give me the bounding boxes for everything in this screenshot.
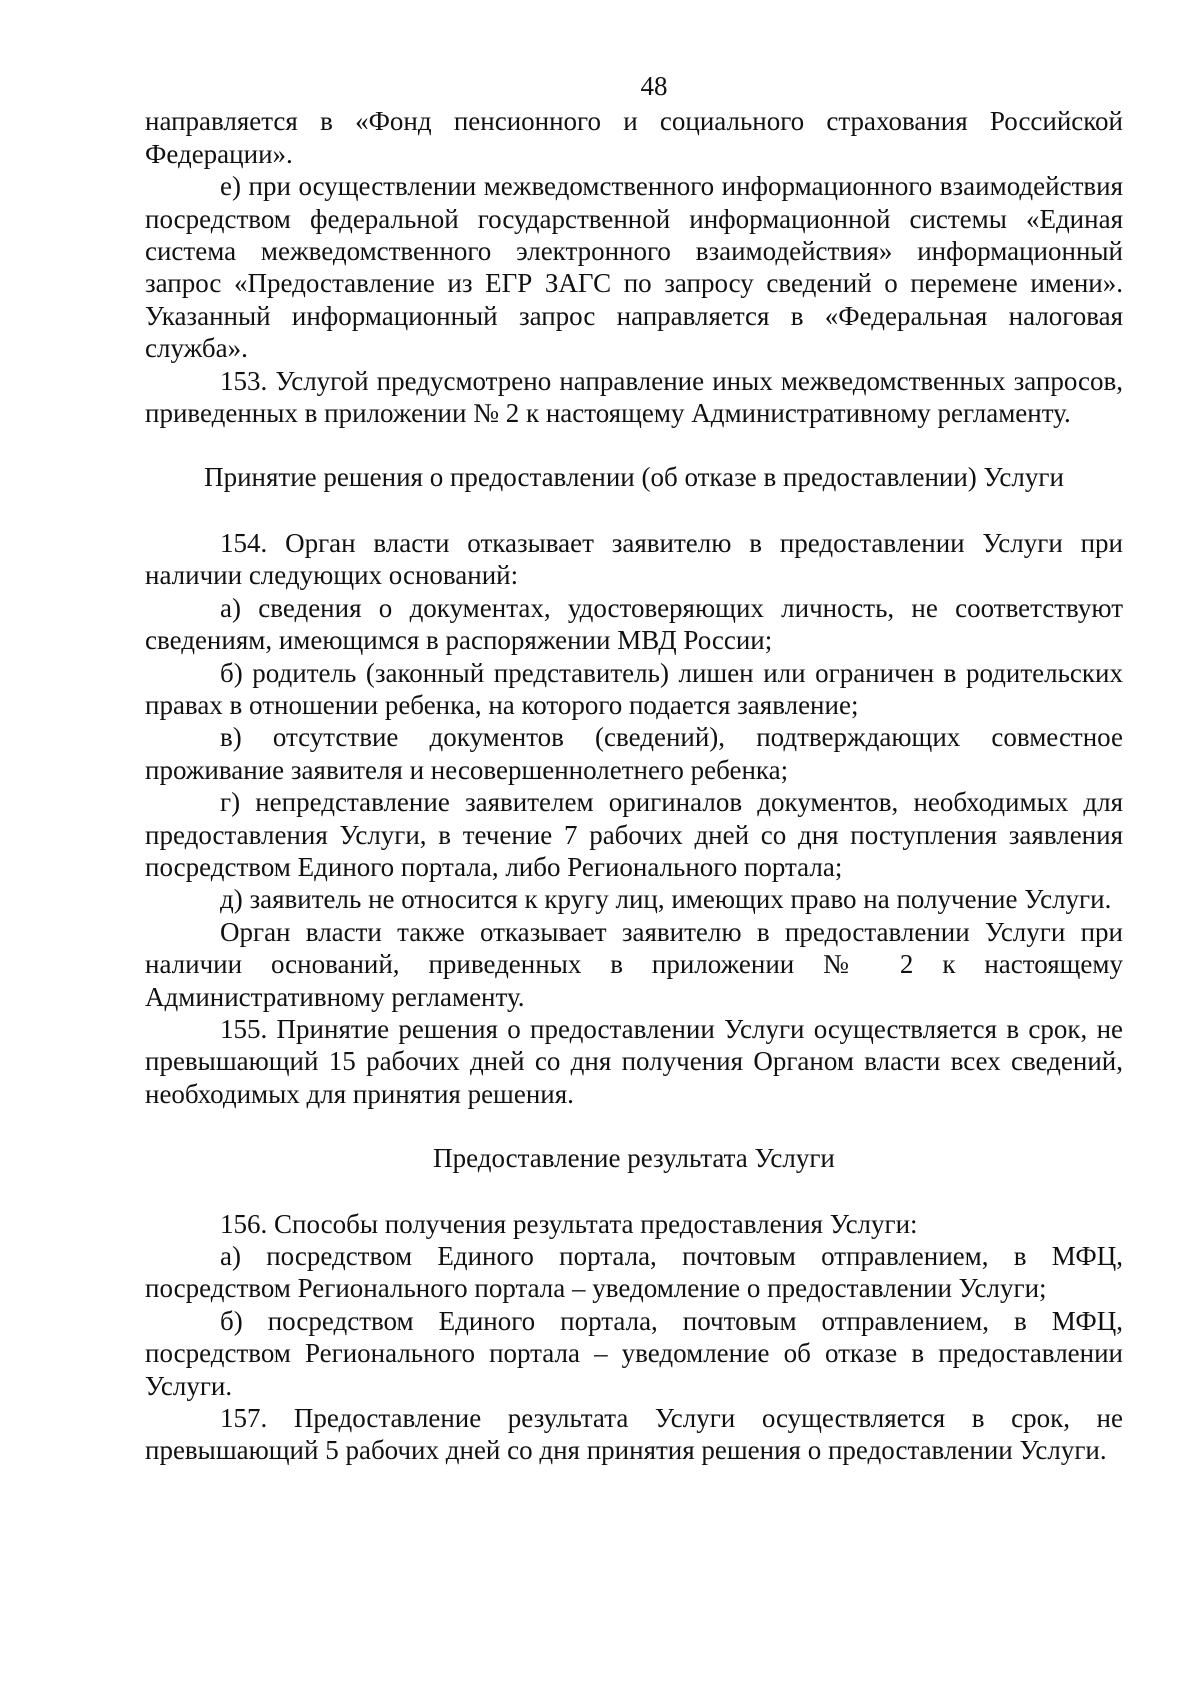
section-decision bbox=[145, 527, 1123, 1110]
paragraph-156: 156. Способы получения результата предоставления Услуги: bbox=[220, 1208, 918, 1239]
page-number: 48 bbox=[640, 71, 668, 101]
paragraph-result-a: а) посредством Единого портала, почтовым отправлением, в МФЦ, посредством Регионального портала – уведомление о предоставлении Услуги; bbox=[145, 1241, 1123, 1304]
section-top bbox=[145, 105, 1123, 429]
paragraph-result-b: б) посредством Единого портала, почтовым отправлением, в МФЦ, посредством Регионального портала – уведомление об отказе в предоставлении Услуги. bbox=[145, 1305, 1123, 1401]
paragraph-item-b: б) родитель (законный представитель) лишен или ограничен в родительских правах в отношении ребенка, на которого подается заявление; bbox=[145, 657, 1123, 720]
paragraph-continuation: направляется в «Фонд пенсионного и социального страхования Российской Федерации». bbox=[145, 106, 1123, 169]
section-heading-decision: Принятие решения о предоставлении (об отказе в предоставлении) Услуги bbox=[204, 462, 1064, 493]
paragraph-additional-grounds: Орган власти также отказывает заявителю в предоставлении Услуги при наличии оснований, приведенных в приложении № 2 к настоящему Административному регламенту. bbox=[145, 916, 1123, 1012]
paragraph-item-a: а) сведения о документах, удостоверяющих личность, не соответствуют сведениям, имеющимся в распоряжении МВД России; bbox=[145, 592, 1123, 656]
paragraph-item-v: в) отсутствие документов (сведений), подтверждающих совместное проживание заявителя и несовершеннолетнего ребенка; bbox=[145, 722, 1123, 785]
paragraph-item-g: г) непредставление заявителем оригиналов документов, необходимых для предоставления Услуги, в течение 7 рабочих дней со дня поступления заявления посредством Единого портала, либо Регионального портала; bbox=[145, 787, 1123, 882]
paragraph-155: 155. Принятие решения о предоставлении Услуги осуществляется в срок, не превышающий 15 рабочих дней со дня получения Органом власти всех сведений, необходимых для принятия решения. bbox=[145, 1013, 1123, 1109]
paragraph-item-d: д) заявитель не относится к кругу лиц, имеющих право на получение Услуги. bbox=[220, 884, 1112, 915]
paragraph-153: 153. Услугой предусмотрено направление иных межведомственных запросов, приведенных в приложении № 2 к настоящему Административному регламенту. bbox=[145, 365, 1123, 429]
paragraph-item-e: е) при осуществлении межведомственного информационного взаимодействия посредством федеральной государственной информационной системы «Единая система межведомственного электронного взаимодействия» информационный запрос «Предоставление из ЕГР ЗАГС по запросу сведений о перемене имени». Указанный информационный запрос направляется в «Федеральная налоговая служба». bbox=[145, 171, 1123, 364]
paragraph-157: 157. Предоставление результата Услуги осуществляется в срок, не превышающий 5 рабочих дней со дня принятия решения о предоставлении Услуги. bbox=[145, 1403, 1123, 1466]
section-heading-result: Предоставление результата Услуги bbox=[433, 1143, 835, 1174]
paragraph-154: 154. Орган власти отказывает заявителю в предоставлении Услуги при наличии следующих оснований: bbox=[145, 527, 1123, 591]
document-page bbox=[145, 70, 1123, 1467]
section-result bbox=[145, 1208, 1123, 1467]
